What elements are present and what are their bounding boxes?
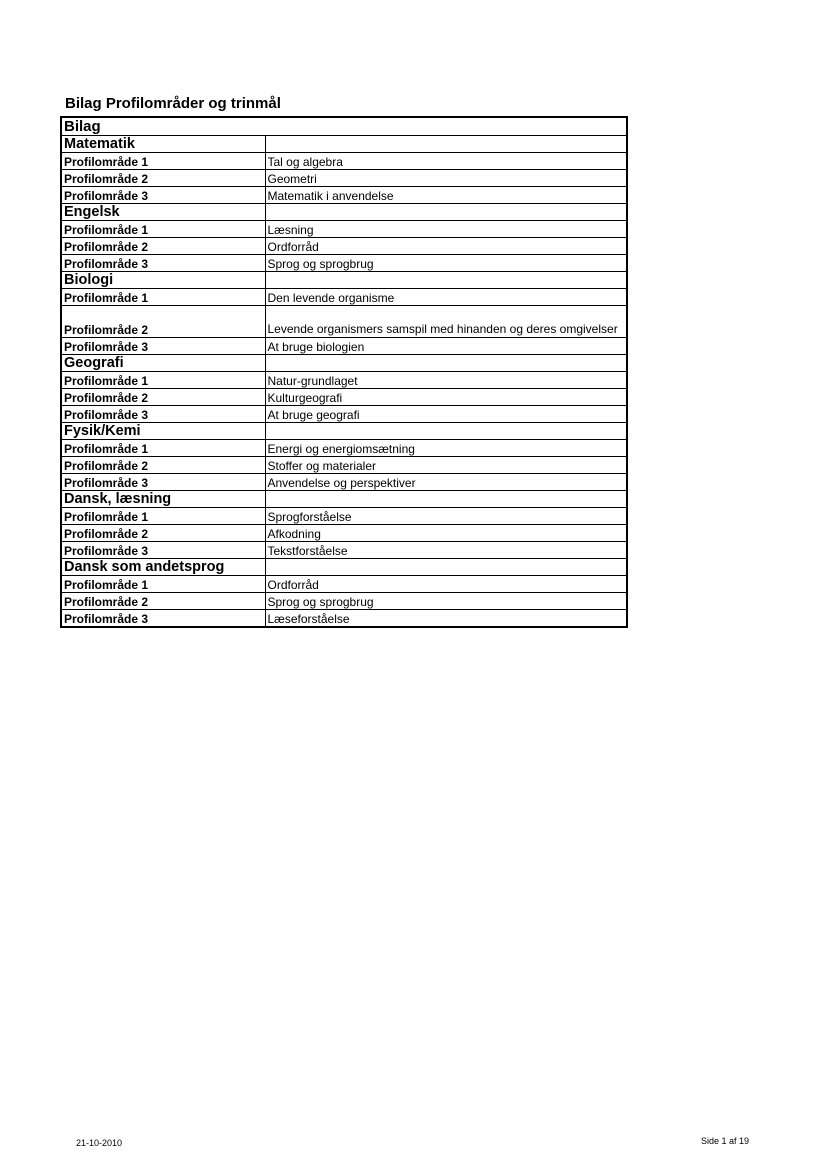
table-row bbox=[61, 255, 627, 272]
subject-row bbox=[61, 204, 627, 221]
profile-area-label: Profilområde 3 bbox=[61, 255, 265, 272]
subject-row bbox=[61, 491, 627, 508]
table-row bbox=[61, 238, 627, 255]
profile-area-value: At bruge geografi bbox=[265, 406, 627, 423]
subject-name: Geografi bbox=[61, 355, 265, 372]
profile-area-value: Læseforståelse bbox=[265, 610, 627, 628]
profile-area-value: Tekstforståelse bbox=[265, 542, 627, 559]
subject-name: Dansk som andetsprog bbox=[61, 559, 265, 576]
table-row bbox=[61, 221, 627, 238]
profile-table bbox=[60, 116, 628, 628]
table-row bbox=[61, 576, 627, 593]
profile-area-value: At bruge biologien bbox=[265, 338, 627, 355]
profile-area-label: Profilområde 3 bbox=[61, 542, 265, 559]
profile-area-value: Matematik i anvendelse bbox=[265, 187, 627, 204]
table-row bbox=[61, 372, 627, 389]
profile-area-label: Profilområde 3 bbox=[61, 610, 265, 628]
profile-area-value: Ordforråd bbox=[265, 576, 627, 593]
profile-area-label: Profilområde 2 bbox=[61, 238, 265, 255]
profile-area-label: Profilområde 3 bbox=[61, 187, 265, 204]
table-header-cell: Bilag bbox=[61, 117, 627, 136]
profile-area-value: Geometri bbox=[265, 170, 627, 187]
profile-area-value: Ordforråd bbox=[265, 238, 627, 255]
profile-area-label: Profilområde 1 bbox=[61, 440, 265, 457]
table-row bbox=[61, 525, 627, 542]
profile-area-value: Læsning bbox=[265, 221, 627, 238]
table-row bbox=[61, 593, 627, 610]
table-row bbox=[61, 187, 627, 204]
profile-area-value: Tal og algebra bbox=[265, 153, 627, 170]
profile-area-value: Energi og energiomsætning bbox=[265, 440, 627, 457]
profile-area-label: Profilområde 1 bbox=[61, 153, 265, 170]
table-row bbox=[61, 542, 627, 559]
subject-empty-cell bbox=[265, 423, 627, 440]
profile-area-value: Sprogforståelse bbox=[265, 508, 627, 525]
profile-area-label: Profilområde 2 bbox=[61, 170, 265, 187]
subject-row bbox=[61, 423, 627, 440]
profile-area-label: Profilområde 3 bbox=[61, 406, 265, 423]
subject-empty-cell bbox=[265, 204, 627, 221]
table-row bbox=[61, 338, 627, 355]
table-row bbox=[61, 474, 627, 491]
profile-area-label: Profilområde 2 bbox=[61, 389, 265, 406]
subject-row bbox=[61, 136, 627, 153]
profile-area-label: Profilområde 1 bbox=[61, 289, 265, 306]
profile-area-label: Profilområde 2 bbox=[61, 593, 265, 610]
profile-area-label: Profilområde 1 bbox=[61, 221, 265, 238]
profile-area-value: Sprog og sprogbrug bbox=[265, 593, 627, 610]
table-row bbox=[61, 170, 627, 187]
table-row bbox=[61, 289, 627, 306]
subject-name: Biologi bbox=[61, 272, 265, 289]
profile-area-label: Profilområde 3 bbox=[61, 474, 265, 491]
profile-area-label: Profilområde 2 bbox=[61, 306, 265, 338]
footer-date: 21-10-2010 bbox=[76, 1138, 123, 1148]
subject-name: Matematik bbox=[61, 136, 265, 153]
subject-name: Engelsk bbox=[61, 204, 265, 221]
profile-area-value: Den levende organisme bbox=[265, 289, 627, 306]
table-row bbox=[61, 406, 627, 423]
subject-row bbox=[61, 559, 627, 576]
table-row bbox=[61, 457, 627, 474]
table-row bbox=[61, 440, 627, 457]
subject-empty-cell bbox=[265, 272, 627, 289]
footer-page-number: Side 1 af 19 bbox=[701, 1136, 750, 1146]
profile-area-value: Anvendelse og perspektiver bbox=[265, 474, 627, 491]
table-row bbox=[61, 389, 627, 406]
subject-empty-cell bbox=[265, 136, 627, 153]
table-row bbox=[61, 508, 627, 525]
subject-row bbox=[61, 272, 627, 289]
profile-area-value: Sprog og sprogbrug bbox=[265, 255, 627, 272]
profile-area-label: Profilområde 2 bbox=[61, 525, 265, 542]
profile-area-label: Profilområde 1 bbox=[61, 372, 265, 389]
subject-row bbox=[61, 355, 627, 372]
subject-empty-cell bbox=[265, 559, 627, 576]
subject-name: Dansk, læsning bbox=[61, 491, 265, 508]
profile-area-value: Levende organismers samspil med hinanden og deres omgivelser bbox=[265, 306, 627, 338]
profile-area-label: Profilområde 1 bbox=[61, 576, 265, 593]
subject-empty-cell bbox=[265, 355, 627, 372]
subject-empty-cell bbox=[265, 491, 627, 508]
subject-name: Fysik/Kemi bbox=[61, 423, 265, 440]
profile-area-label: Profilområde 3 bbox=[61, 338, 265, 355]
table-row bbox=[61, 610, 627, 628]
profile-area-label: Profilområde 2 bbox=[61, 457, 265, 474]
profile-area-value: Natur-grundlaget bbox=[265, 372, 627, 389]
table-row bbox=[61, 153, 627, 170]
page-title: Bilag Profilområder og trinmål bbox=[65, 95, 281, 112]
profile-area-value: Stoffer og materialer bbox=[265, 457, 627, 474]
profile-area-label: Profilområde 1 bbox=[61, 508, 265, 525]
table-body bbox=[61, 117, 627, 627]
table-header-row bbox=[61, 117, 627, 136]
profile-area-value: Afkodning bbox=[265, 525, 627, 542]
profile-area-value: Kulturgeografi bbox=[265, 389, 627, 406]
table-row bbox=[61, 306, 627, 338]
